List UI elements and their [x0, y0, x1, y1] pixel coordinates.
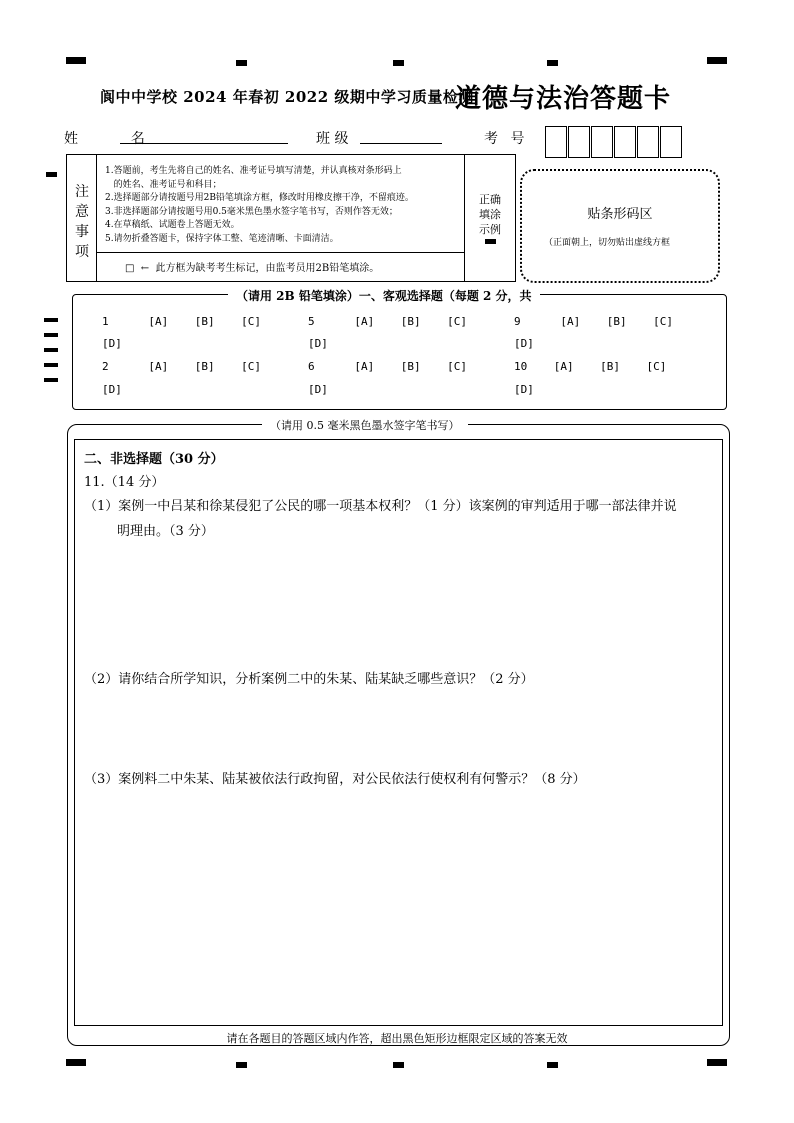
top-mark — [236, 60, 247, 66]
objective-section — [72, 294, 727, 410]
footer-note: 请在各题目的答题区域内作答，超出黑色矩形边框限定区域的答案无效 — [226, 1032, 568, 1045]
exam-no-cell[interactable] — [545, 126, 567, 158]
subject-title: 道德与法治答题卡 — [455, 84, 672, 114]
side-mark — [44, 333, 58, 337]
corner-mark-bottom-left — [66, 1059, 86, 1066]
side-mark — [44, 348, 58, 352]
bottom-mark — [547, 1062, 558, 1068]
choice-row[interactable]: 9 [A] [B] [C] — [514, 315, 673, 328]
choice-row[interactable]: 1 [A] [B] [C] — [102, 315, 261, 328]
notice-item: 1.答题前，考生先将自己的姓名、准考证号填写清楚，并认真核对条形码上 — [105, 166, 402, 176]
corner-mark-bottom-right — [707, 1059, 727, 1066]
corner-mark-top-right — [707, 57, 727, 64]
side-mark — [44, 363, 58, 367]
fill-example-label: 正确 — [479, 193, 501, 206]
notice-heading-char: 意 — [75, 204, 89, 220]
choice-row[interactable]: 6 [A] [B] [C] — [308, 360, 467, 373]
notice-list — [105, 165, 465, 246]
question-number: 11.（14 分） — [84, 475, 165, 490]
notice-item: 3.非选择题部分请按题号用0.5毫米黑色墨水签字笔书写，否则作答无效； — [105, 206, 398, 217]
top-mark — [393, 60, 404, 66]
side-mark — [44, 378, 58, 382]
barcode-title: 贴条形码区 — [587, 207, 653, 222]
choice-option-d[interactable]: [D] — [102, 383, 122, 396]
exam-no-cell[interactable] — [591, 126, 613, 158]
exam-no-cell[interactable] — [660, 126, 682, 158]
pen-note: （请用 0.5 毫米黑色墨水签字笔书写） — [262, 417, 468, 433]
top-mark — [547, 60, 558, 66]
question-1-cont: 明理由。（3 分） — [117, 524, 214, 539]
choice-row[interactable]: 2 [A] [B] [C] — [102, 360, 261, 373]
notice-item: 5.请勿折叠答题卡，保持字体工整、笔迹清晰、卡面清洁。 — [105, 233, 339, 244]
notice-heading-char: 项 — [75, 244, 89, 260]
notice-heading-char: 事 — [75, 224, 89, 240]
notice-heading-char: 注 — [75, 184, 89, 200]
notice-item: 2.选择题部分请按题号用2B铅笔填涂方框，修改时用橡皮擦干净，不留痕迹。 — [105, 193, 414, 203]
fill-example-label: 示例 — [479, 223, 501, 236]
name-label: 姓 名 — [64, 131, 145, 147]
bottom-mark — [236, 1062, 247, 1068]
notice-box — [66, 154, 516, 282]
choice-row[interactable]: 5 [A] [B] [C] — [308, 315, 467, 328]
class-field[interactable] — [360, 143, 442, 144]
bottom-mark — [393, 1062, 404, 1068]
fill-example — [464, 155, 516, 281]
question-1: （1）案例一中吕某和徐某侵犯了公民的哪一项基本权利？（1 分）该案例的审判适用于哪一部法律并说 — [84, 499, 677, 514]
choice-row[interactable]: 10 [A] [B] [C] — [514, 360, 667, 373]
choice-option-d[interactable]: [D] — [308, 383, 328, 396]
fill-example-label: 填涂 — [479, 208, 501, 221]
name-field[interactable] — [120, 143, 288, 144]
absent-note[interactable]: □ ← 此方框为缺考考生标记，由监考员用2B铅笔填涂。 — [125, 263, 380, 274]
class-label: 班 级 — [316, 131, 349, 147]
objective-heading: （请用 2B 铅笔填涂）一、客观选择题（每题 2 分，共 — [228, 287, 540, 304]
choice-option-d[interactable]: [D] — [102, 337, 122, 350]
side-mark — [44, 318, 58, 322]
exam-no-cell[interactable] — [614, 126, 636, 158]
barcode-note: （正面朝上，切勿贴出虚线方框 — [544, 238, 671, 248]
exam-no-label: 考 号 — [484, 131, 525, 147]
exam-no-cell[interactable] — [568, 126, 590, 158]
side-mark — [46, 172, 57, 177]
choice-option-d[interactable]: [D] — [514, 383, 534, 396]
corner-mark-top-left — [66, 57, 86, 64]
answer-area[interactable] — [74, 439, 723, 1026]
filled-sample-mark — [485, 239, 496, 244]
question-3: （3）案例料二中朱某、陆某被依法行政拘留，对公民依法行使权利有何警示？（8 分） — [84, 772, 586, 787]
section-title: 二、非选择题（30 分） — [84, 452, 224, 467]
choice-option-d[interactable]: [D] — [308, 337, 328, 350]
choice-option-d[interactable]: [D] — [514, 337, 534, 350]
exam-no-cell[interactable] — [637, 126, 659, 158]
notice-divider — [97, 252, 465, 253]
notice-item: 的姓名、准考证号和科目； — [105, 179, 222, 190]
notice-heading — [67, 155, 97, 281]
barcode-area — [520, 169, 720, 283]
question-2: （2）请你结合所学知识，分析案例二中的朱某、陆某缺乏哪些意识？（2 分） — [84, 672, 534, 687]
school-title: 阆中中学校 2024 年春初 2022 级期中学习质量检测 — [100, 88, 474, 106]
notice-item: 4.在草稿纸、试题卷上答题无效。 — [105, 220, 240, 230]
